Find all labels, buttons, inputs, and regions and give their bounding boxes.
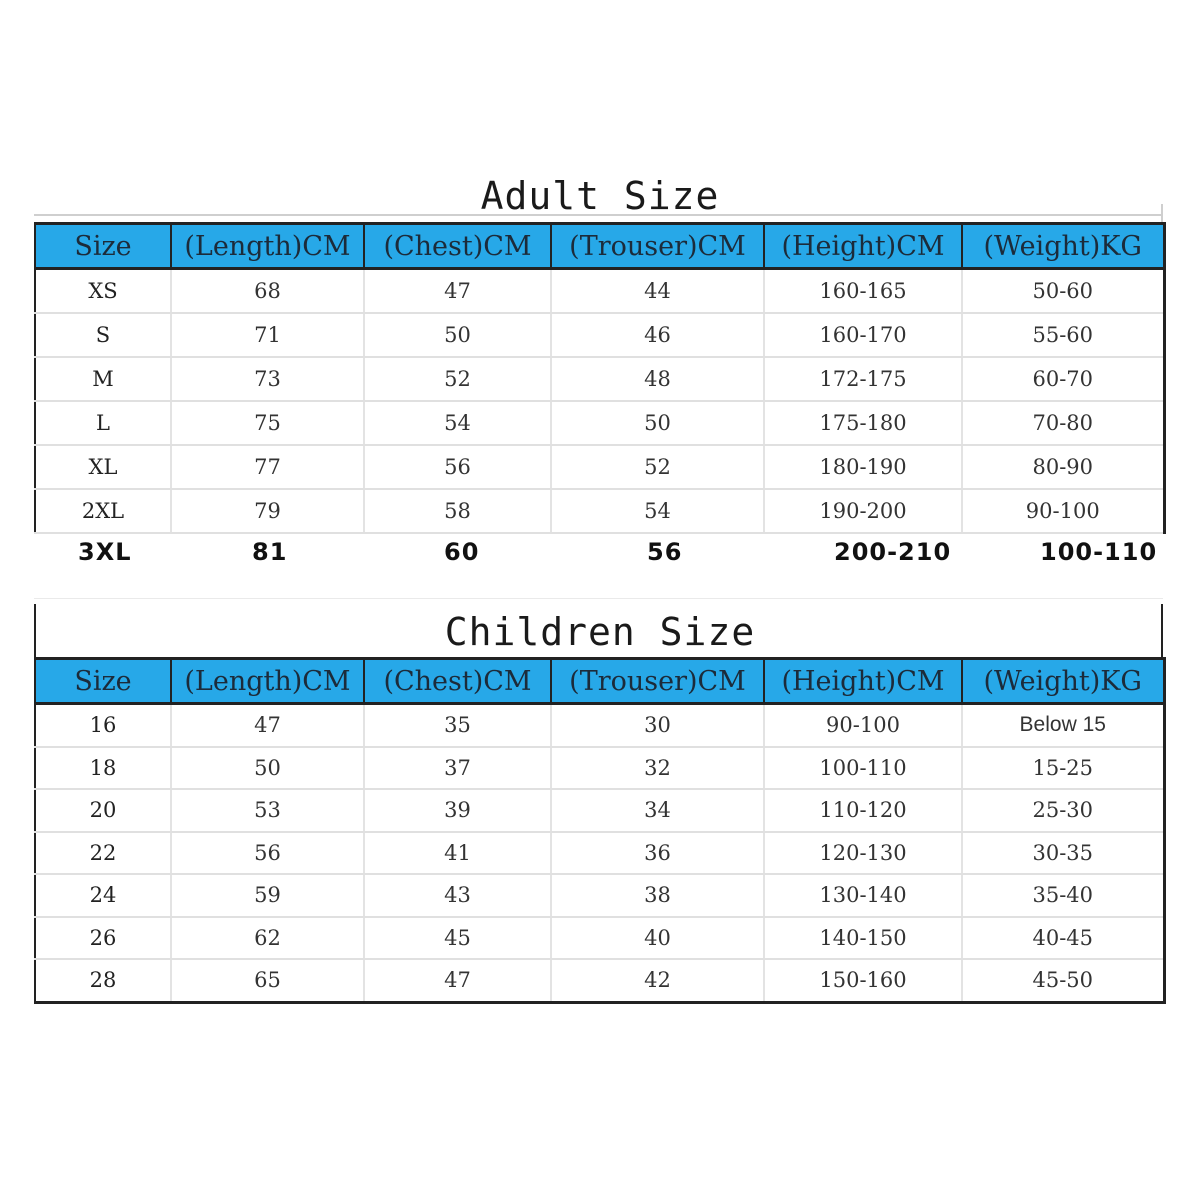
cell-chest: 37 xyxy=(364,747,551,790)
cell-chest: 60 xyxy=(444,538,480,566)
cell-chest: 58 xyxy=(364,489,551,533)
cell-weight: 40-45 xyxy=(962,917,1164,960)
header-length: (Length)CM xyxy=(171,659,364,704)
cell-chest: 50 xyxy=(364,313,551,357)
cell-weight: 80-90 xyxy=(962,445,1164,489)
cell-length: 73 xyxy=(171,357,364,401)
adult-extra-row-3xl xyxy=(34,538,1163,578)
table-row xyxy=(35,489,1164,533)
cell-size: L xyxy=(35,401,171,445)
table-row xyxy=(35,959,1164,1002)
cell-size: 18 xyxy=(35,747,171,790)
cell-trouser: 56 xyxy=(647,538,683,566)
cell-trouser: 54 xyxy=(551,489,764,533)
cell-size: 3XL xyxy=(78,538,132,566)
cell-length: 47 xyxy=(171,704,364,747)
children-size-title: Children Size xyxy=(444,610,756,654)
cell-height: 172-175 xyxy=(764,357,962,401)
cell-length: 56 xyxy=(171,832,364,875)
cell-chest: 52 xyxy=(364,357,551,401)
cell-length: 68 xyxy=(171,269,364,314)
cell-size: 22 xyxy=(35,832,171,875)
table-row xyxy=(35,269,1164,314)
cell-length: 62 xyxy=(171,917,364,960)
cell-height: 110-120 xyxy=(764,789,962,832)
cell-chest: 56 xyxy=(364,445,551,489)
table-row xyxy=(35,832,1164,875)
cell-chest: 41 xyxy=(364,832,551,875)
cell-size: 16 xyxy=(35,704,171,747)
cell-length: 75 xyxy=(171,401,364,445)
table-row xyxy=(35,789,1164,832)
cell-weight: 100-110 xyxy=(1040,538,1158,566)
table-row xyxy=(35,357,1164,401)
adult-size-title: Adult Size xyxy=(480,174,720,218)
cell-weight: 90-100 xyxy=(962,489,1164,533)
cell-chest: 35 xyxy=(364,704,551,747)
table-header-row xyxy=(35,659,1164,704)
header-chest: (Chest)CM xyxy=(364,659,551,704)
cell-weight: 25-30 xyxy=(962,789,1164,832)
header-height: (Height)CM xyxy=(764,224,962,269)
table-row xyxy=(35,917,1164,960)
table-row xyxy=(35,747,1164,790)
cell-trouser: 36 xyxy=(551,832,764,875)
cell-trouser: 38 xyxy=(551,874,764,917)
header-chest: (Chest)CM xyxy=(364,224,551,269)
table-header-row xyxy=(35,224,1164,269)
cell-height: 160-165 xyxy=(764,269,962,314)
cell-size: 28 xyxy=(35,959,171,1002)
cell-size: 26 xyxy=(35,917,171,960)
cell-chest: 54 xyxy=(364,401,551,445)
cell-chest: 45 xyxy=(364,917,551,960)
cell-trouser: 46 xyxy=(551,313,764,357)
cell-chest: 47 xyxy=(364,269,551,314)
cell-height: 140-150 xyxy=(764,917,962,960)
cell-size: 24 xyxy=(35,874,171,917)
cell-weight: 70-80 xyxy=(962,401,1164,445)
header-size: Size xyxy=(35,224,171,269)
header-length: (Length)CM xyxy=(171,224,364,269)
cell-size: 20 xyxy=(35,789,171,832)
header-weight: (Weight)KG xyxy=(962,659,1164,704)
cell-weight: Below 15 xyxy=(962,704,1164,747)
cell-trouser: 30 xyxy=(551,704,764,747)
cell-trouser: 40 xyxy=(551,917,764,960)
cell-size: XS xyxy=(35,269,171,314)
header-height: (Height)CM xyxy=(764,659,962,704)
cell-height: 200-210 xyxy=(834,538,952,566)
children-size-table xyxy=(34,657,1166,1004)
cell-length: 71 xyxy=(171,313,364,357)
adult-size-table xyxy=(34,222,1166,534)
cell-height: 160-170 xyxy=(764,313,962,357)
cell-trouser: 44 xyxy=(551,269,764,314)
cell-trouser: 32 xyxy=(551,747,764,790)
cell-height: 120-130 xyxy=(764,832,962,875)
cell-trouser: 42 xyxy=(551,959,764,1002)
cell-trouser: 48 xyxy=(551,357,764,401)
header-trouser: (Trouser)CM xyxy=(551,224,764,269)
cell-chest: 39 xyxy=(364,789,551,832)
cell-weight: 55-60 xyxy=(962,313,1164,357)
cell-size: M xyxy=(35,357,171,401)
header-weight: (Weight)KG xyxy=(962,224,1164,269)
cell-length: 53 xyxy=(171,789,364,832)
cell-weight: 30-35 xyxy=(962,832,1164,875)
cell-weight: 15-25 xyxy=(962,747,1164,790)
cell-height: 100-110 xyxy=(764,747,962,790)
cell-trouser: 50 xyxy=(551,401,764,445)
table-row xyxy=(35,313,1164,357)
header-size: Size xyxy=(35,659,171,704)
cell-length: 79 xyxy=(171,489,364,533)
cell-size: 2XL xyxy=(35,489,171,533)
cell-height: 90-100 xyxy=(764,704,962,747)
cell-trouser: 52 xyxy=(551,445,764,489)
table-row xyxy=(35,704,1164,747)
cell-weight: 60-70 xyxy=(962,357,1164,401)
table-row xyxy=(35,445,1164,489)
cell-height: 180-190 xyxy=(764,445,962,489)
cell-trouser: 34 xyxy=(551,789,764,832)
cell-chest: 47 xyxy=(364,959,551,1002)
table-row xyxy=(35,874,1164,917)
cell-length: 59 xyxy=(171,874,364,917)
cell-weight: 50-60 xyxy=(962,269,1164,314)
cell-height: 175-180 xyxy=(764,401,962,445)
cell-height: 150-160 xyxy=(764,959,962,1002)
cell-size: S xyxy=(35,313,171,357)
cell-size: XL xyxy=(35,445,171,489)
cell-length: 81 xyxy=(252,538,288,566)
cell-length: 65 xyxy=(171,959,364,1002)
cell-length: 77 xyxy=(171,445,364,489)
cell-length: 50 xyxy=(171,747,364,790)
cell-height: 130-140 xyxy=(764,874,962,917)
cell-chest: 43 xyxy=(364,874,551,917)
cell-height: 190-200 xyxy=(764,489,962,533)
header-trouser: (Trouser)CM xyxy=(551,659,764,704)
cell-weight: 45-50 xyxy=(962,959,1164,1002)
cell-weight: 35-40 xyxy=(962,874,1164,917)
table-row xyxy=(35,401,1164,445)
